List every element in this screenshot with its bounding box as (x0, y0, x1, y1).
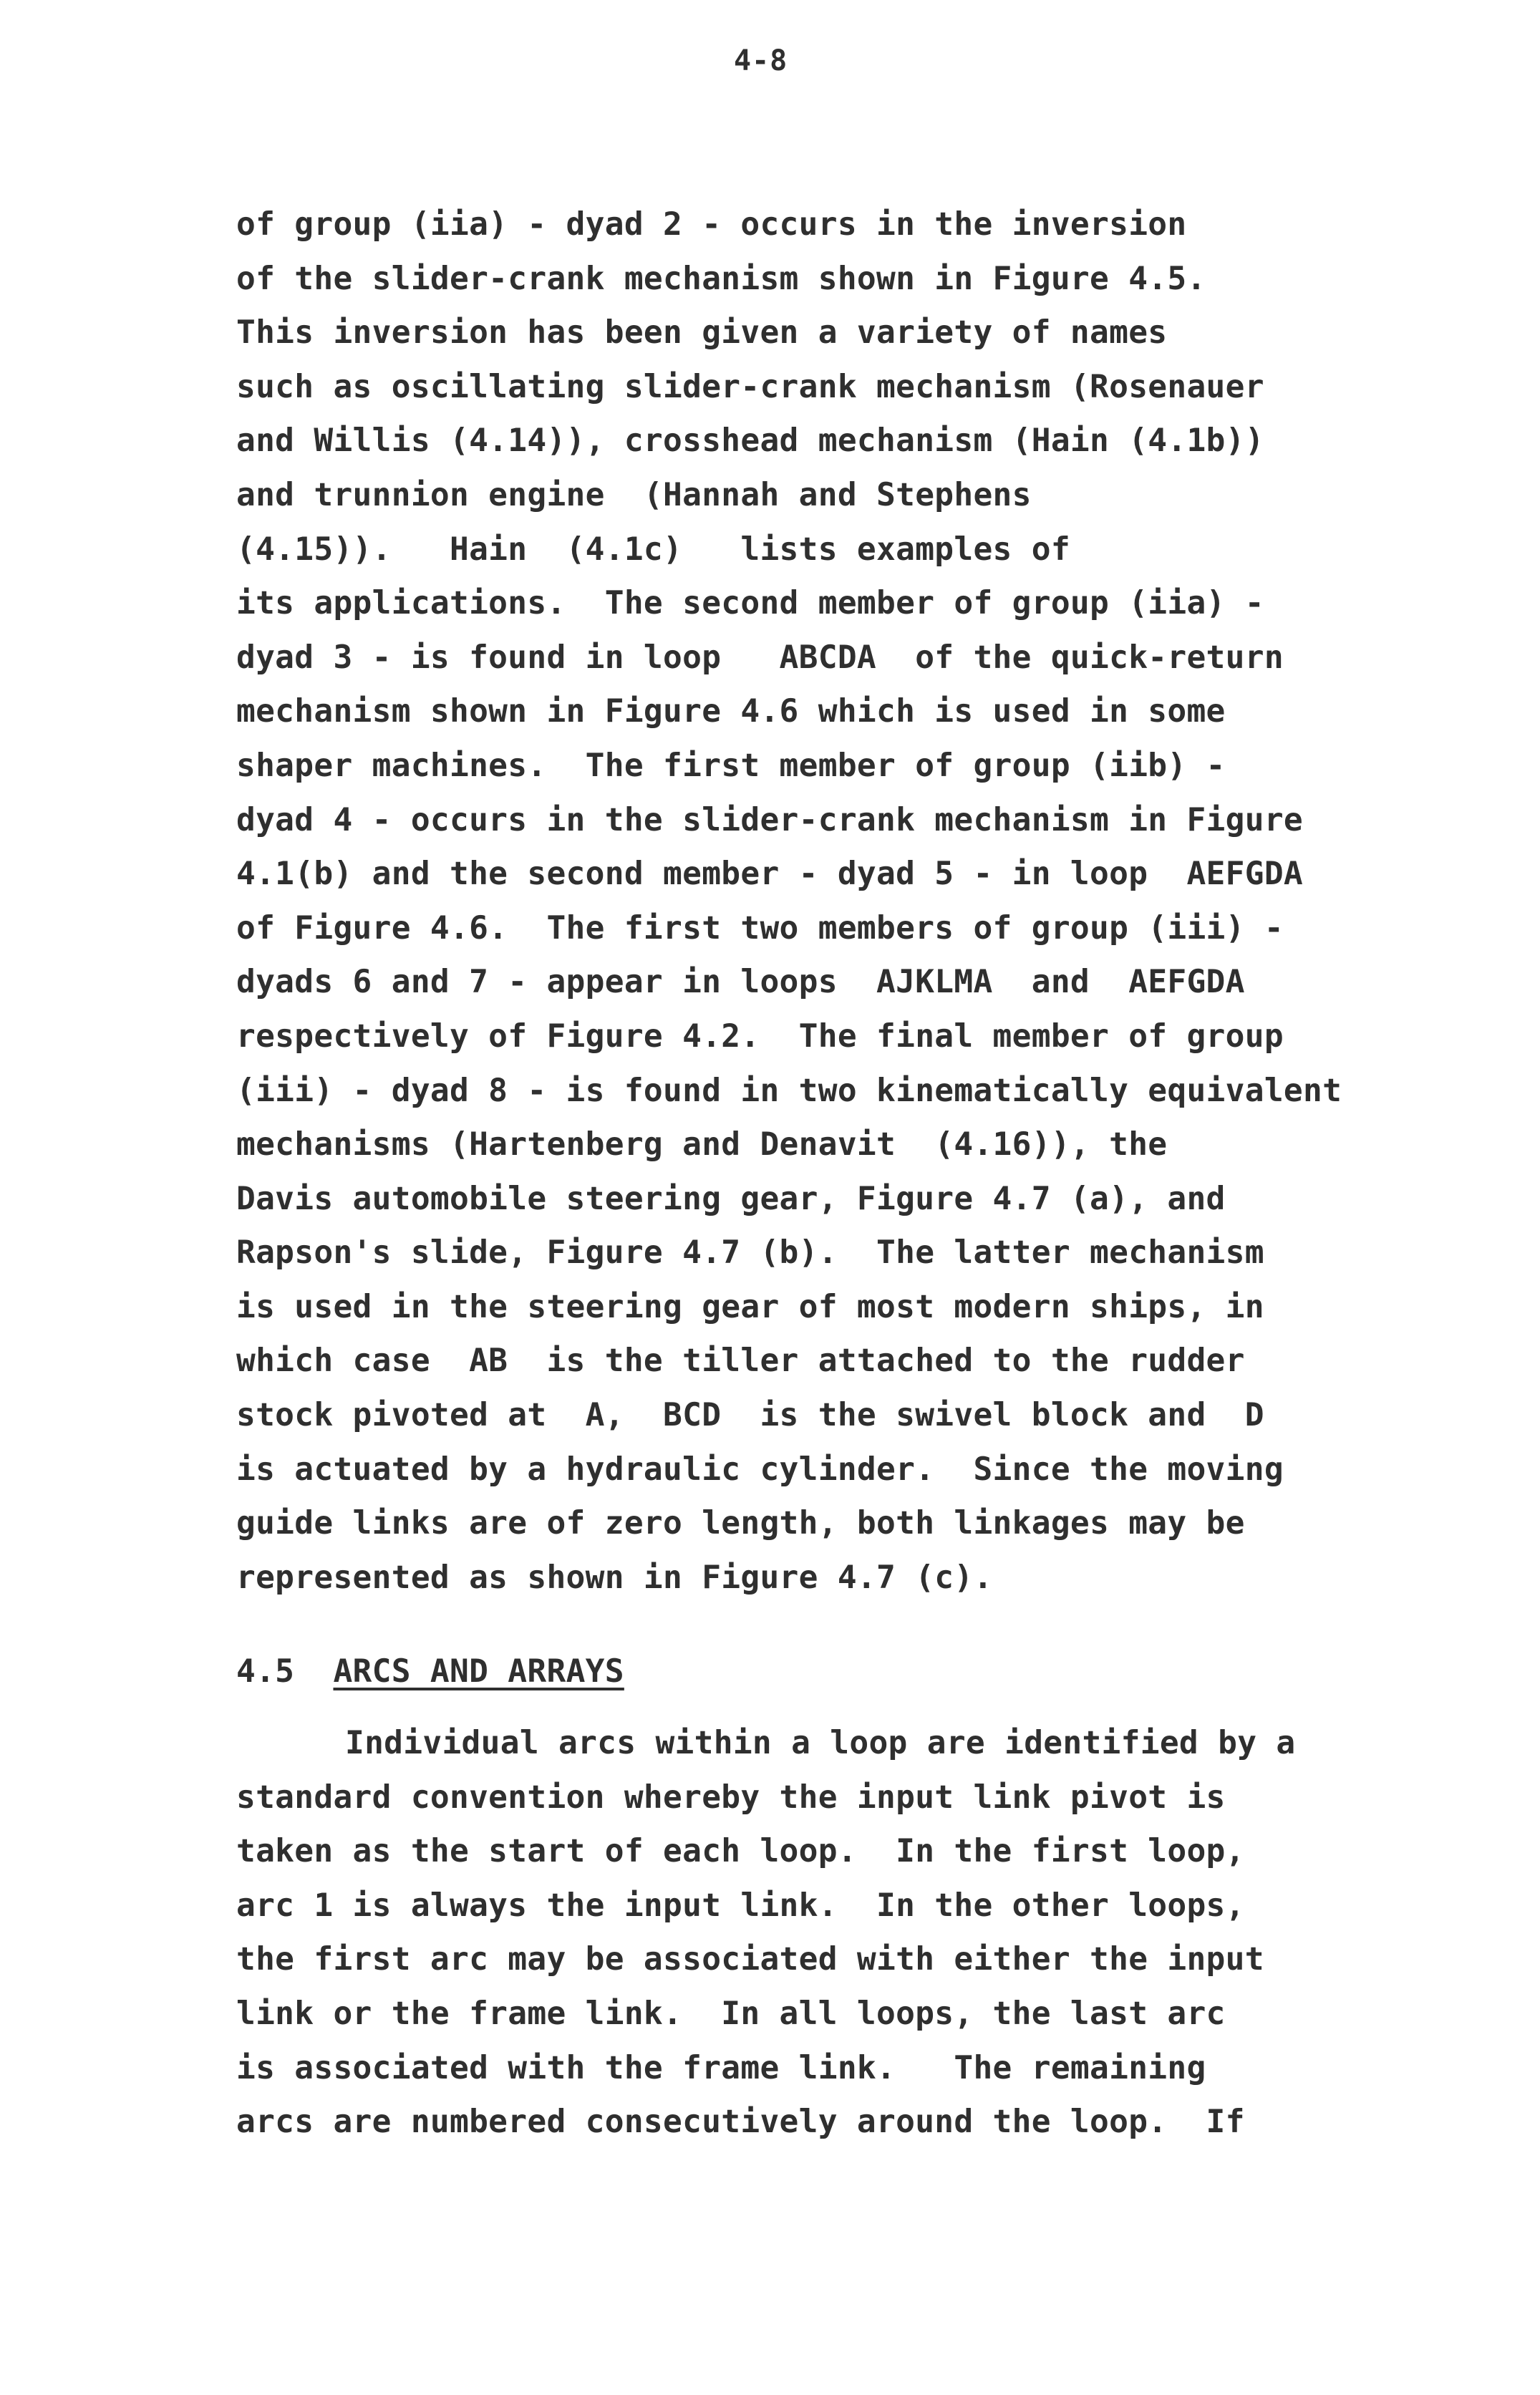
section-number: 4.5 (236, 1653, 295, 1690)
text-line: guide links are of zero length, both linkages may be (236, 1505, 1245, 1542)
text-line: This inversion has been given a variety of names (236, 314, 1168, 352)
text-line: taken as the start of each loop. In the first loop, (236, 1833, 1245, 1870)
text-line: arcs are numbered consecutively around the loop. If (236, 2104, 1245, 2141)
text-line: standard convention whereby the input link pivot is (236, 1779, 1226, 1816)
text-line: its applications. The second member of group (iia) - (236, 585, 1264, 622)
section-heading (236, 1645, 624, 1699)
text-line: is used in the steering gear of most modern ships, in (236, 1288, 1264, 1325)
text-line: dyads 6 and 7 - appear in loops AJKLMA and AEFGDA (236, 964, 1245, 1001)
text-line: mechanisms (Hartenberg and Denavit (4.16)), the (236, 1126, 1168, 1163)
text-line: mechanism shown in Figure 4.6 which is used in some (236, 693, 1226, 730)
text-line: which case AB is the tiller attached to the rudder (236, 1342, 1245, 1380)
text-line: and Willis (4.14)), crosshead mechanism (Hain (4.1b)) (236, 422, 1264, 460)
text-line: dyad 4 - occurs in the slider-crank mechanism in Figure (236, 801, 1304, 838)
text-line: Davis automobile steering gear, Figure 4.7 (a), and (236, 1180, 1226, 1217)
text-line: respectively of Figure 4.2. The final member of group (236, 1017, 1284, 1055)
text-line: (iii) - dyad 8 - is found in two kinematically equivalent (236, 1072, 1342, 1109)
text-line: is actuated by a hydraulic cylinder. Since the moving (236, 1451, 1284, 1488)
text-line: represented as shown in Figure 4.7 (c). (236, 1559, 993, 1596)
text-line: link or the frame link. In all loops, the last arc (236, 1995, 1226, 2032)
text-line: shaper machines. The first member of group (iib) - (236, 747, 1226, 784)
text-line: the first arc may be associated with either the input (236, 1941, 1264, 1978)
section-title: ARCS AND ARRAYS (333, 1653, 624, 1690)
text-line: Rapson's slide, Figure 4.7 (b). The latter mechanism (236, 1234, 1264, 1272)
text-line: arc 1 is always the input link. In the other loops, (236, 1887, 1245, 1924)
text-line: and trunnion engine (Hannah and Stephens (236, 476, 1032, 513)
text-line: dyad 3 - is found in loop ABCDA of the quick-return (236, 639, 1284, 676)
body-paragraph-1 (236, 198, 1511, 1605)
text-line: such as oscillating slider-crank mechanism (Rosenauer (236, 368, 1264, 405)
page-number: 4-8 (734, 44, 788, 77)
text-line: Individual arcs within a loop are identified by a (345, 1725, 1296, 1761)
text-line: of the slider-crank mechanism shown in Figure 4.5. (236, 260, 1206, 297)
text-line: is associated with the frame link. The remaining (236, 2049, 1206, 2086)
text-line: 4.1(b) and the second member - dyad 5 - in loop AEFGDA (236, 856, 1304, 893)
text-line: (4.15)). Hain (4.1c) lists examples of (236, 531, 1070, 568)
text-line: stock pivoted at A, BCD is the swivel block and D (236, 1397, 1264, 1434)
text-line: of Figure 4.6. The first two members of group (iii) - (236, 909, 1284, 947)
text-line: of group (iia) - dyad 2 - occurs in the inversion (236, 206, 1187, 243)
body-paragraph-2 (236, 1716, 1511, 2149)
